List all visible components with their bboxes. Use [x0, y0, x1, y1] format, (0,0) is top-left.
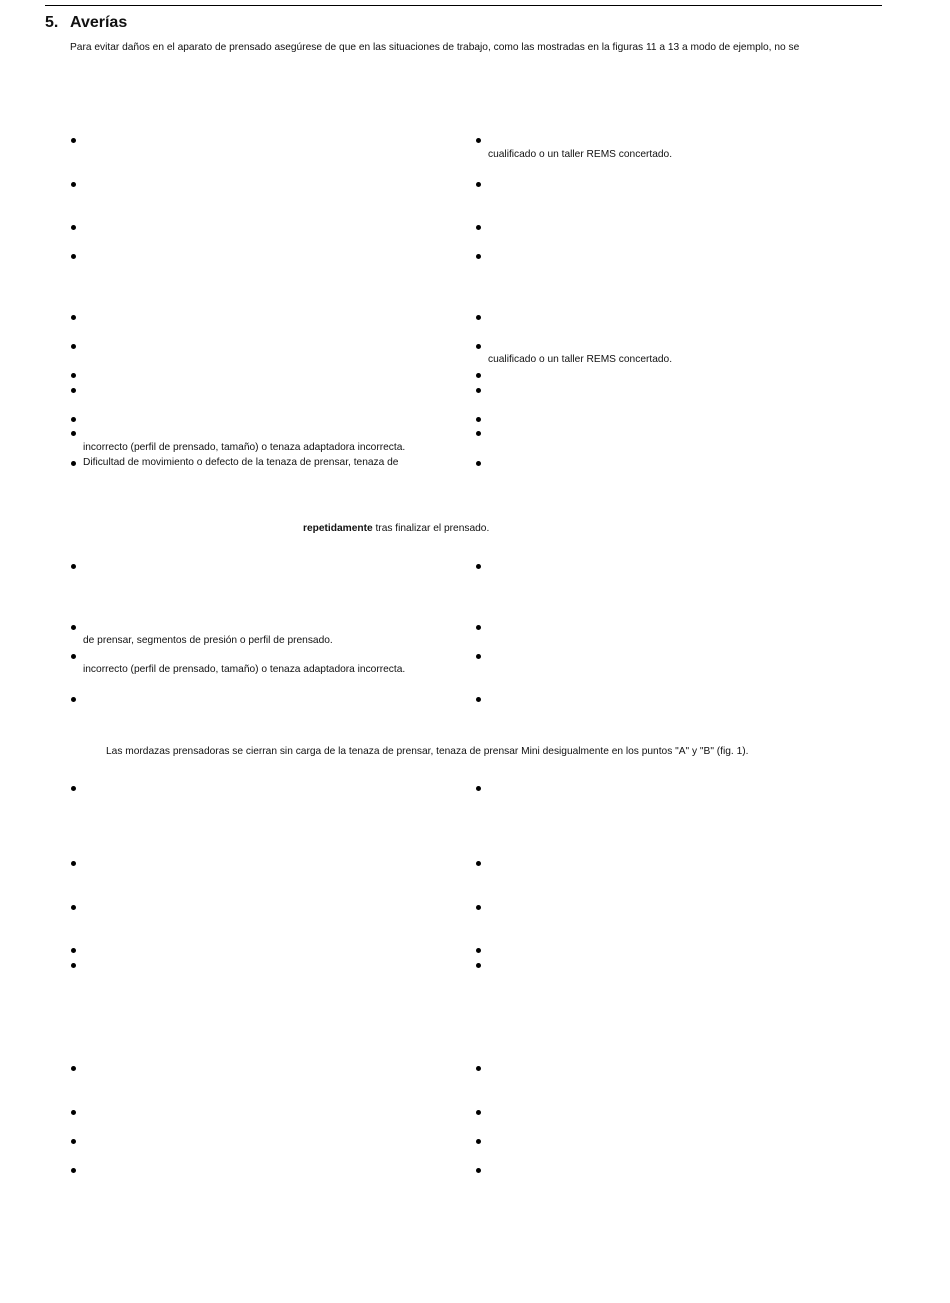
bullet-dot [476, 948, 481, 953]
section-title: Averías [70, 14, 128, 31]
bullet-dot [476, 254, 481, 259]
list-item-text: incorrecto (perfil de prensado, tamaño) o tenaza adaptadora incorrecta. [83, 442, 406, 453]
list-item-text: de prensar, segmentos de presión o perfil de prensado. [83, 635, 333, 646]
bullet-dot [71, 254, 76, 259]
emphasis-text: repetidamente [303, 523, 373, 534]
bullet-dot [71, 861, 76, 866]
list-item-text: cualificado o un taller REMS concertado. [488, 149, 673, 160]
bullet-dot [71, 654, 76, 659]
bullet-dot [476, 564, 481, 569]
bullet-dot [476, 963, 481, 968]
bullet-dot [71, 905, 76, 910]
bullet-dot [71, 315, 76, 320]
bullet-dot [476, 373, 481, 378]
bullet-dot [476, 225, 481, 230]
bullet-dot [71, 225, 76, 230]
bullet-dot [476, 344, 481, 349]
bullet-dot [476, 1168, 481, 1173]
bullet-dot [476, 625, 481, 630]
bullet-dot [71, 138, 76, 143]
list-item-text: incorrecto (perfil de prensado, tamaño) o tenaza adaptadora incorrecta. [83, 664, 406, 675]
bullet-dot [476, 786, 481, 791]
bullet-dot [71, 431, 76, 436]
bullet-dot [476, 138, 481, 143]
section-number: 5. [45, 14, 59, 31]
top-rule [45, 5, 882, 6]
fault-description: Las mordazas prensadoras se cierran sin carga de la tenaza de prensar, tenaza de prensar Mini desigualmente en los puntos "A" y "B" (fig. 1). [106, 746, 749, 757]
list-item-text: Dificultad de movimiento o defecto de la tenaza de prensar, tenaza de [83, 457, 399, 468]
bullet-dot [476, 1110, 481, 1115]
bullet-dot [476, 182, 481, 187]
bullet-dot [71, 417, 76, 422]
bullet-dot [476, 861, 481, 866]
bullet-dot [71, 1168, 76, 1173]
bullet-dot [71, 786, 76, 791]
bullet-dot [476, 315, 481, 320]
bullet-dot [71, 1066, 76, 1071]
bullet-dot [476, 1066, 481, 1071]
bullet-dot [71, 697, 76, 702]
bullet-dot [476, 654, 481, 659]
section-heading [45, 14, 127, 32]
bullet-dot [476, 905, 481, 910]
bullet-dot [476, 388, 481, 393]
bullet-dot [71, 1110, 76, 1115]
bullet-dot [71, 373, 76, 378]
list-item-text: cualificado o un taller REMS concertado. [488, 354, 673, 365]
bullet-dot [71, 564, 76, 569]
bullet-dot [71, 182, 76, 187]
bullet-dot [476, 1139, 481, 1144]
bullet-dot [476, 461, 481, 466]
bullet-dot [71, 625, 76, 630]
bullet-dot [71, 461, 76, 466]
bullet-dot [71, 1139, 76, 1144]
bullet-dot [476, 417, 481, 422]
bullet-dot [71, 963, 76, 968]
bullet-dot [476, 431, 481, 436]
bullet-dot [71, 344, 76, 349]
fault-description-rest: tras finalizar el prensado. [372, 523, 490, 534]
bullet-dot [476, 697, 481, 702]
bullet-dot [71, 388, 76, 393]
intro-paragraph: Para evitar daños en el aparato de prensado asegúrese de que en las situaciones de trabajo, como las mostradas en la figuras 11 a 13 a modo de ejemplo, no se [70, 42, 800, 53]
fault-description [303, 523, 489, 535]
bullet-dot [71, 948, 76, 953]
